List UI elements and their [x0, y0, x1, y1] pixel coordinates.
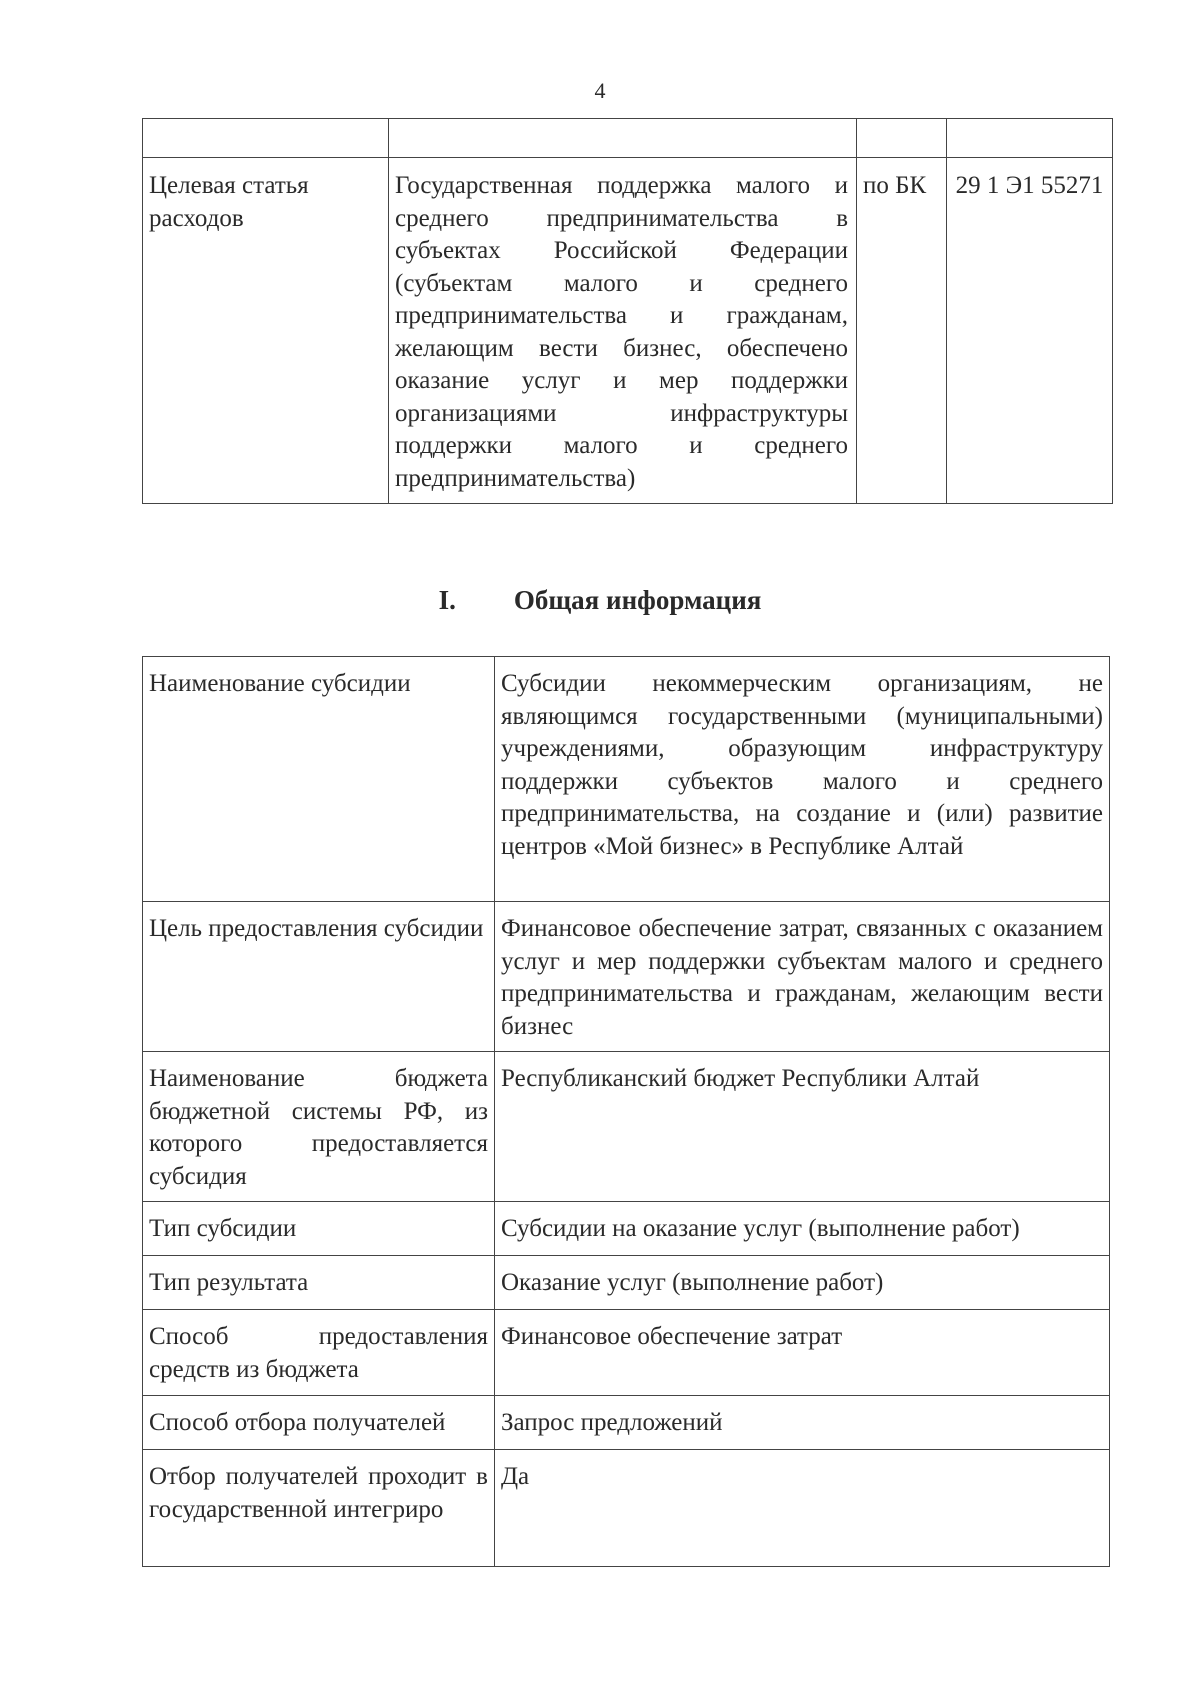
header-cell: [947, 119, 1113, 158]
section-title: Общая информация: [513, 585, 762, 615]
row-label: Наименование бюджета бюджетной системы РФ, из которого предоставляется субсидия: [143, 1052, 495, 1202]
budget-classification-table: [142, 118, 1113, 504]
row-value: Финансовое обеспечение затрат, связанных с оказанием услуг и мер поддержки субъектам малого и среднего предпринимательства и гражданам, желающим вести бизнес: [495, 902, 1110, 1052]
section-number: I.: [438, 585, 456, 615]
header-cell: [143, 119, 389, 158]
table-row: [143, 657, 1110, 902]
table-row: [143, 1396, 1110, 1450]
header-cell: [389, 119, 857, 158]
row-label: Наименование субсидии: [143, 657, 495, 902]
row-label: Способ отбора получателей: [143, 1396, 495, 1450]
table-row: [143, 902, 1110, 1052]
row-label: Цель предоставления субсидии: [143, 902, 495, 1052]
table-header-row: [143, 119, 1113, 158]
table-row: [143, 1256, 1110, 1310]
table-row: [143, 1450, 1110, 1567]
row-label: Тип результата: [143, 1256, 495, 1310]
expense-item-label: Целевая статья расходов: [143, 158, 389, 504]
section-heading: [0, 585, 1200, 616]
table-row: [143, 1202, 1110, 1256]
header-cell: [857, 119, 947, 158]
budget-code: 29 1 Э1 55271: [947, 158, 1113, 504]
row-label: Способ предоставления средств из бюджета: [143, 1310, 495, 1396]
table-row: [143, 158, 1113, 504]
expense-item-description: Государственная поддержка малого и среднего предпринимательства в субъектах Российской Федерации (субъектам малого и среднего предпринимательства и гражданам, желающим вести бизнес, обеспечено оказание услуг и мер поддержки организациями инфраструктуры поддержки малого и среднего предпринимательства): [389, 158, 857, 504]
row-value: Республиканский бюджет Республики Алтай: [495, 1052, 1110, 1202]
row-value: Субсидии некоммерческим организациям, не являющимся государственными (муниципальными) учреждениями, образующим инфраструктуру поддержки субъектов малого и среднего предпринимательства, на создание и (или) развитие центров «Мой бизнес» в Республике Алтай: [495, 657, 1110, 902]
table-row: [143, 1310, 1110, 1396]
row-value: Оказание услуг (выполнение работ): [495, 1256, 1110, 1310]
row-value: Да: [495, 1450, 1110, 1567]
row-value: Запрос предложений: [495, 1396, 1110, 1450]
code-type: по БК: [857, 158, 947, 504]
row-value: Субсидии на оказание услуг (выполнение работ): [495, 1202, 1110, 1256]
row-label: Отбор получателей проходит в государственной интегриро: [143, 1450, 495, 1567]
row-label: Тип субсидии: [143, 1202, 495, 1256]
row-value: Финансовое обеспечение затрат: [495, 1310, 1110, 1396]
page-number: 4: [594, 78, 606, 103]
table-row: [143, 1052, 1110, 1202]
general-info-table: [142, 656, 1110, 1567]
